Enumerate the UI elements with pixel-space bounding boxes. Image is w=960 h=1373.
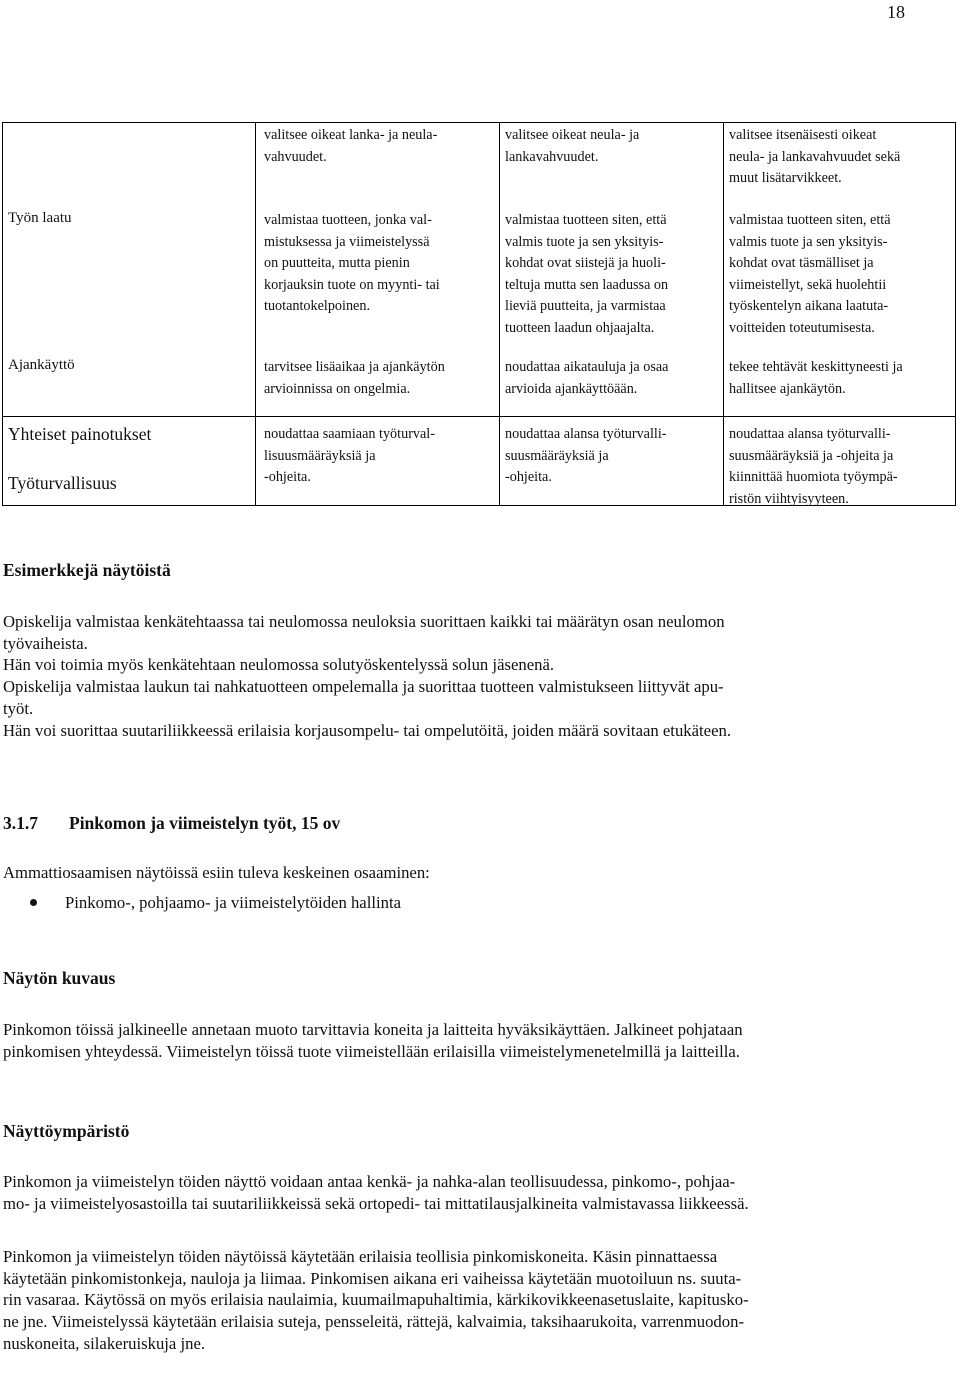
table-cell: noudattaa alansa työturvalli- suusmääräyksiä ja -ohjeita. <box>505 426 667 485</box>
table-cell: noudattaa saamiaan työturval- lisuusmääräyksiä ja -ohjeita. <box>264 426 435 485</box>
table-column-divider <box>255 122 256 506</box>
environment-heading: Näyttöympäristö <box>3 1121 130 1141</box>
table-cell: valitsee oikeat lanka- ja neula- vahvuudet. <box>264 127 438 165</box>
table-cell: valmistaa tuotteen siten, että valmis tuote ja sen yksityis- kohdat ovat täsmälliset ja viimeistellyt, sekä huolehtii työskentelyn aikana laatuta- voitteiden toteutumisesta. <box>729 212 891 336</box>
row-label-yhteiset-painotukset: Yhteiset painotukset <box>8 424 152 444</box>
description-paragraph: Pinkomon töissä jalkineelle annetaan muoto tarvittavia koneita ja laitteita hyväksikäyttäen. Jalkineet pohjataan pinkomisen yhteydessä. Viimeistelyn töissä tuote viimeistellään erilaisilla viimeistelymenetelmillä ja laitteilla. <box>3 1020 743 1061</box>
environment-paragraph-2: Pinkomon ja viimeistelyn töiden näytöissä käytetään erilaisia teollisia pinkomiskoneita. Käsin pinnattaessa käytetään pinkomistonkeja, nauloja ja liimaa. Pinkomisen aikana eri vaiheissa käytetään muotoiluun ns. suuta- rin vasaraa. Käytössä on myös erilaisia naulaimia, kuumailmapuhaltimia, kärkikovikkeenasetuslaite, kapitusko- ne jne. Viimeistelyssä käytetään erilaisia suteja, pensseleitä, rättejä, kalvaimia, taksihaarukoita, varrenmuodon- nuskoneita, silakeruiskuja jne. <box>3 1247 749 1353</box>
table-cell: valmistaa tuotteen, jonka val- mistuksessa ja viimeistelyssä on puutteita, mutta pienin korjauksin tuote on myynti- tai tuotantokelpoinen. <box>264 212 440 314</box>
row-label-ajankaytto: Ajankäyttö <box>8 357 75 373</box>
section-intro: Ammattiosaamisen näytöissä esiin tuleva keskeinen osaaminen: <box>3 863 430 882</box>
bullet-icon <box>30 899 37 906</box>
bullet-list-item <box>30 893 401 913</box>
page-number: 18 <box>887 2 905 22</box>
table-row-divider <box>2 416 956 417</box>
section-number: 3.1.7 <box>3 813 38 833</box>
section-title-text: Pinkomon ja viimeistelyn työt, 15 ov <box>69 813 341 833</box>
table-column-divider <box>499 122 500 506</box>
table-border-left <box>2 122 3 506</box>
examples-heading: Esimerkkejä näytöistä <box>3 560 171 580</box>
description-heading: Näytön kuvaus <box>3 968 116 988</box>
environment-paragraph-1: Pinkomon ja viimeistelyn töiden näyttö voidaan antaa kenkä- ja nahka-alan teollisuudessa, pinkomo-, pohjaa- mo- ja viimeistelyosastoilla tai suutariliikkeissä sekä ortopedi- tai mittatilausjalkineita valmistavassa liikkeessä. <box>3 1172 749 1213</box>
row-label-tyon-laatu: Työn laatu <box>8 210 72 226</box>
bullet-text: Pinkomo-, pohjaamo- ja viimeistelytöiden hallinta <box>65 893 402 912</box>
table-cell: tarvitsee lisäaikaa ja ajankäytön arvioinnissa on ongelmia. <box>264 359 445 397</box>
examples-paragraph: Opiskelija valmistaa kenkätehtaassa tai neulomossa neuloksia suorittaen kaikki tai määrätyn osan neulomon työvaiheista. Hän voi toimia myös kenkätehtaan neulomossa solutyöskentelyssä solun jäsenenä. Opiskelija valmistaa laukun tai nahkatuotteen ompelemalla ja suorittaa tuotteen valmistukseen liittyvät apu- työt. Hän voi suorittaa suutariliikkeessä erilaisia korjausompelu- tai ompelutöitä, joiden määrä sovitaan etukäteen. <box>3 612 732 740</box>
table-cell: valmistaa tuotteen siten, että valmis tuote ja sen yksityis- kohdat ovat siistejä ja huoli- teltuja mutta sen laadussa on lieviä puutteita, ja varmistaa tuotteen laadun ohjaajalta. <box>505 212 669 336</box>
table-cell: valitsee oikeat neula- ja lankavahvuudet. <box>505 127 640 165</box>
table-border-right <box>955 122 956 506</box>
table-cell: noudattaa alansa työturvalli- suusmääräyksiä ja -ohjeita ja kiinnittää huomiota työympä- ristön viihtyisyyteen. <box>729 426 898 507</box>
table-border-top <box>2 122 956 123</box>
assessment-table <box>2 122 956 506</box>
table-column-divider <box>723 122 724 506</box>
table-cell: tekee tehtävät keskittyneesti ja hallitsee ajankäytön. <box>729 359 903 397</box>
section-title <box>3 813 340 834</box>
row-label-tyoturvallisuus: Työturvallisuus <box>8 473 117 493</box>
table-cell: noudattaa aikatauluja ja osaa arvioida ajankäyttöään. <box>505 359 669 397</box>
table-cell: valitsee itsenäisesti oikeat neula- ja lankavahvuudet sekä muut lisätarvikkeet. <box>729 127 901 186</box>
